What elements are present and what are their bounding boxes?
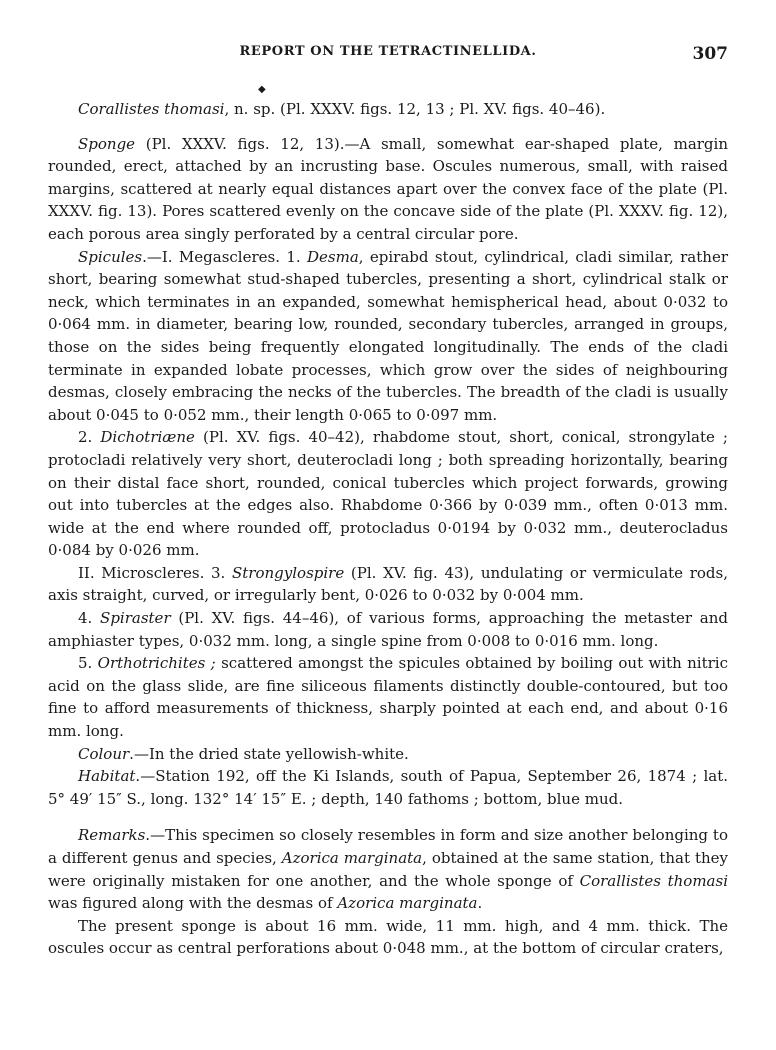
stray-mark: ◆ — [258, 84, 266, 95]
article-body — [48, 98, 728, 960]
habitat-paragraph: Habitat.—Station 192, off the Ki Islands, south of Papua, September 26, 1874 ; lat. 5° 49′ 15″ S., long. 132° 14′ 15″ E. ; depth, 140 fathoms ; bottom, blue mud. — [48, 767, 728, 808]
species-name: Corallistes thomasi — [78, 100, 225, 118]
sponge-paragraph: Sponge (Pl. XXXV. figs. 12, 13).—A small, somewhat ear-shaped plate, margin rounded, erect, attached by an incrusting base. Oscules numerous, small, with raised margins, scattered at nearly equal distances apart over the convex face of the plate (Pl. XXXV. fig. 13). Pores scattered evenly on the concave side of the plate (Pl. XXXV. fig. 12), each porous area singly perforated by a central circular pore. — [48, 134, 728, 243]
running-title: REPORT ON THE TETRACTINELLIDA. — [239, 44, 537, 59]
closing-paragraph: The present sponge is about 16 mm. wide, 11 mm. high, and 4 mm. thick. The oscules occur as central perforations about 0·048 mm., at the bottom of circular craters, — [48, 916, 728, 958]
orthotrichites-paragraph: 5. Orthotrichites ; scattered amongst the spicules obtained by boiling out with nitric acid on the glass slide, are fine siliceous filaments distinctly double-contoured, but too fine to afford measurements of thickness, sharply pointed at each end, and about 0·16 mm. long. — [48, 654, 728, 741]
spicules-paragraph: Spicules.—I. Megascleres. 1. Desma, epirabd stout, cylindrical, cladi similar, rather short, bearing somewhat stud-shaped tubercles, presenting a short, cylindrical stalk or neck, which terminates in an expanded, somewhat hemispherical head, about 0·032 to 0·064 mm. in diameter, bearing low, rounded, secondary tubercles, arranged in groups, those on the sides being frequently elongated longitudinally. The ends of the cladi terminate in expanded lobate processes, which grow over the sides of neighbouring desmas, closely embracing the necks of the tubercles. The breadth of the cladi is usually about 0·045 to 0·052 mm., their length 0·065 to 0·097 mm. — [48, 247, 728, 424]
dichotriaene-paragraph: 2. Dichotriæne (Pl. XV. figs. 40–42), rhabdome stout, short, conical, strongylate ; protocladi relatively very short, deuterocladi long ; both spreading horizontally, bearing on their distal face short, rounded, conical tubercles which project forwards, growing out into tubercles at the edges also. Rhabdome 0·366 by 0·039 mm., often 0·013 mm. wide at the end where rounded off, protocladus 0·0194 by 0·032 mm., deuterocladus 0·084 by 0·026 mm. — [48, 428, 728, 560]
page-number: 307 — [692, 44, 728, 64]
species-heading: Corallistes thomasi, n. sp. (Pl. XXXV. figs. 12, 13 ; Pl. XV. figs. 40–46). — [78, 100, 606, 118]
colour-paragraph: Colour.—In the dried state yellowish-white. — [78, 744, 409, 763]
microscleres-paragraph: II. Microscleres. 3. Strongylospire (Pl. XV. fig. 43), undulating or vermiculate rods, axis straight, curved, or irregularly bent, 0·026 to 0·032 by 0·004 mm. — [48, 563, 728, 605]
remarks-paragraph: Remarks.—This specimen so closely resembles in form and size another belonging to a different genus and species, Azorica marginata, obtained at the same station, that they were originally mistaken for one another, and the whole sponge of Corallistes thomasi was figured along with the desmas of Azorica marginata. — [48, 826, 729, 913]
spiraster-paragraph: 4. Spiraster (Pl. XV. figs. 44–46), of various forms, approaching the metaster and amphiaster types, 0·032 mm. long, a single spine from 0·008 to 0·016 mm. long. — [48, 609, 728, 650]
page-header — [48, 44, 728, 64]
